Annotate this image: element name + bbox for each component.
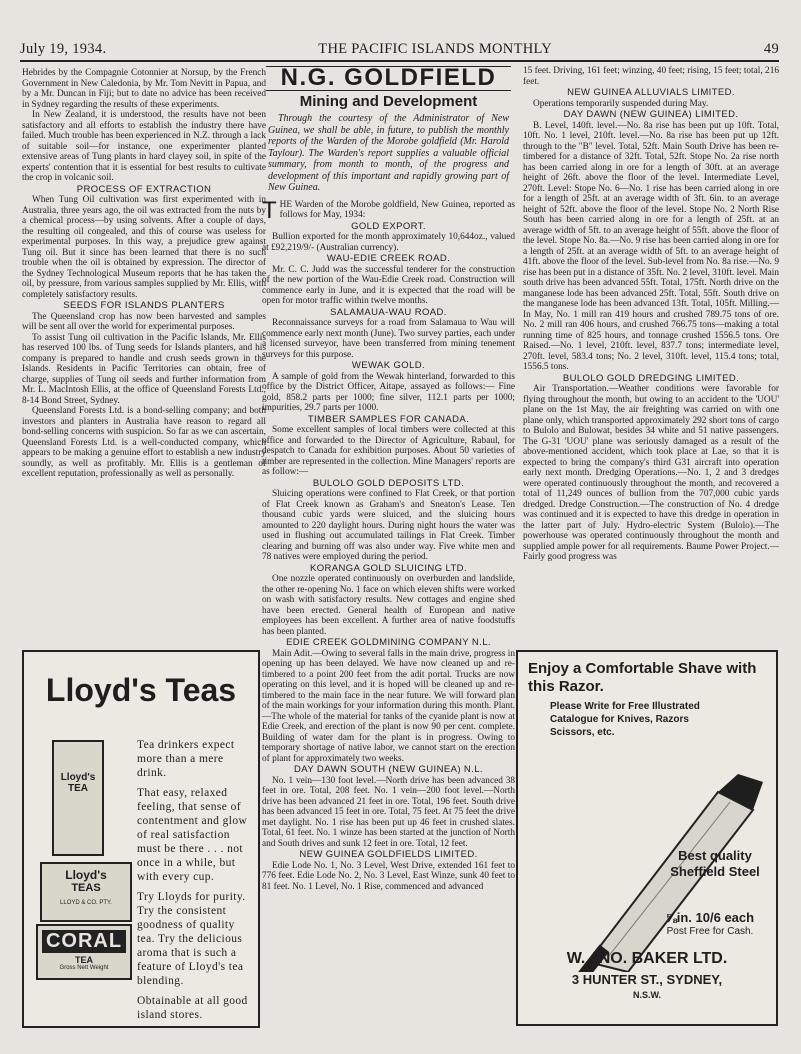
paragraph: Air Transportation.—Weather conditions were favorable for flying throughout the month, but owing to an accident to the 'UOU' plane on the 1st May, the air freighting was carried on with one plane only, which transported approximately 292 short tons of cargo to Bulolo and Bulowat, besides 34 white and 51 native passengers. The G-31 'UOU' plane was seriously damaged as a result of the above-mentioned accident, which took place at Lae, so that it is expected to bring the company's third G31 aircraft into operation early next month. Dredging Operations.—No. 1, 2 and 3 dredges were operated continuously throughout the month, and recovered a total of 11,249 ounces of bullion from the 707,000 cubic yards dredged. Dredge Construction.—The construction of No. 4 dredge was continued and it is expected to have this dredge in operation in the latter part of July. Hydro-electric System (Bulolo).—The powerhouse was operated continuously throughout the month and supplied ample power for all requirements. Baume Power Project.—Fairly good progress was xyxy=(523,384,779,562)
ad-headline: Enjoy a Comfortable Shave with this Razor. xyxy=(528,660,757,695)
ad-state: N.S.W. xyxy=(632,990,661,1000)
section-heading: TIMBER SAMPLES FOR CANADA. xyxy=(307,413,470,425)
coral-tea-packet-image xyxy=(36,924,132,980)
paragraph: Edie Lode No. 1, No. 3 Level, West Drive, extended 161 feet to 776 feet. Edie Lode No. 2, No. 3 Level, East Winze, sunk 40 feet to 81 feet. No. 1 Level, No. 1 Rise, commenced and advanced xyxy=(262,860,515,892)
section-heading: WAU-EDIE CREEK ROAD. xyxy=(326,253,451,264)
paragraph: In New Zealand, it is understood, the results have not been satisfactory and all efforts to establish the industry there have failed. Much trouble has been experienced in N.Z. through a lack of suitable soil—for instance, one experimenter planted extensive areas of Tung plants in hard clayey soil, in spite of the experts' contention that it is essential for best results to cultivate the crop in volcanic soil. xyxy=(22,110,266,183)
ad-paragraph: Try Lloyds for purity. Try the consistent goodness of quality tea. Try the delicious aroma that is such a feature of Lloyd's tea blending. xyxy=(137,891,246,987)
paragraph: A sample of gold from the Wewak hinterland, forwarded to this office by the District Officer, Aitape, assayed as follows:— Fine gold, 858.2 parts per 1000; fine silver, 112.1 parts per 1000; impurities, 29.7 parts per 1000. xyxy=(262,371,515,413)
ad-subline: Please Write for Free Illustrated Catalogue for Knives, Razors Scissors, etc. xyxy=(550,701,700,738)
paragraph: No. 1 vein—130 foot level.—North drive has been advanced 38 feet in ore. Total, 208 feet. No. 1 vein—200 foot level.—North drive has been advanced 21 feet in ore. Total, 196 feet. South drive has been advanced 15 feet in ore. Total, 75 feet. At 75 feet the drive met daylight. No. 1 rise has been put up 46 feet in crushed slates. Total, 61 feet. No. 1 winze has been started at the junction of North and South drives and sunk 12 feet in ore. Total, 12 feet. xyxy=(262,775,515,849)
packet-brand: CORAL xyxy=(42,930,126,953)
drop-cap: T xyxy=(262,196,277,224)
ad-paragraph: That easy, relaxed feeling, that sense of contentment and glow of real satisfaction must be there . . . not once in a while, but with every cup. xyxy=(137,787,248,883)
section-heading: WEWAK GOLD. xyxy=(351,360,426,371)
tea-packet-image xyxy=(52,740,104,856)
lloyds-tea-advertisement xyxy=(22,650,260,1028)
section-heading: SEEDS FOR ISLANDS PLANTERS xyxy=(63,300,225,311)
section-heading: NEW GUINEA ALLUVIALS LIMITED. xyxy=(567,87,735,98)
header-rule xyxy=(20,60,779,62)
paragraph: Operations temporarily suspended during May. xyxy=(533,98,709,109)
section-heading: DAY DAWN SOUTH (NEW GUINEA) N.L. xyxy=(294,764,483,775)
packet-label: Lloyd's TEA xyxy=(60,772,96,794)
paragraph: Sluicing operations were confined to Flat Creek, or that portion of Flat Creek known as Graham's and Sneaton's Lease. Ten thousand cubic yards were sluiced, and the sluicing hours amounted to 220 daylight hours. During night hours the water was used in flushing out accumulated tailings in Flat Creek. Timber clearing and burning off was also under way. Five white men and 78 natives were employed during the period. xyxy=(262,489,515,562)
section-heading: DAY DAWN (NEW GUINEA) LIMITED. xyxy=(563,109,739,120)
paragraph: B. Level, 140ft. level.—No. 8a rise has been put up 10ft. Total, 10ft. No. 1 level, 210ft. level.—No. 8a rise has been put up 12ft. through to the "B" level. Total, 52ft. Main South Drive has been re-timbered for a distance of 32ft. Total, 52ft. Stope No. 2a rise north has been carried along in ore for a length of 30ft. at an average height of 26ft. above the floor of the level. Intermediate Level, 270ft. Level: Stope No. 6—No. 1 rise has been carried along in ore for a length of 25ft. at an average width of 3ft. 6in. to an average height of 52ft. above the floor of the level. Stope No. 2 North Rise South has been carried along in ore for a length of 25ft. at an average width of 5ft. to an average height of 55ft. above the floor of the level. Stope No. 8a.—No. 9 rise has been carried along in ore for a length of 25ft. at an average width of 5ft. to an average height of 41ft. above the floor of the level. Sub-level from No. 8a rise.—No. 9 rise has been put in a distance of 35ft. No. 2 level, 310ft. level. Main south drive has been advanced 55ft. Total, 175ft. North drive on the manganese lode has been advanced 25ft. Total, 55ft. South drive on the manganese lode has been advanced 13ft. Total, 105ft. Milling.—In May, No. 1 mill ran 419 hours and crushed 789.75 tons of ore. No. 2 mill ran 406 hours, and crushed 766.75 tons—making a total running time of 825 hours, and tonnage crushed 1556.5 tons. Ore Raised.—No. 1 level, 210ft. level, 837.7 tons; intermediate level, 270ft. level, 583.4 tons; No. 2 level, 310ft. level, 115.4 tons; total, 1556.5 tons. xyxy=(523,120,779,372)
section-heading: BULOLO GOLD DREDGING LIMITED. xyxy=(562,372,740,384)
packet-brand: Lloyd's xyxy=(65,868,107,882)
paragraph: 15 feet. Driving, 161 feet; winzing, 40 feet; rising, 15 feet; total, 216 feet. xyxy=(523,66,779,87)
article-masthead: N.G. GOLDFIELD xyxy=(280,66,497,91)
article-subhead: Mining and Development xyxy=(299,92,478,110)
article-intro: Through the courtesy of the Administrator of New Guinea, we shall be able, in future, to publish the monthly reports of the Warden of the Morobe goldfield (Mr. Harold Taylour). The Warden's report supplies a valuable official summary, from month to month, of the progress and development of this important and rapidly growing part of New Guinea. xyxy=(268,113,509,193)
razor-advertisement xyxy=(516,650,778,1026)
paragraph: Some excellent samples of local timbers were collected at this office and forwarded to the Director of Agriculture, Rabaul, for despatch to Canada for exhibition purposes. About 50 varieties of timber are represented in the collection. Mine Managers' reports are as follow:— xyxy=(262,425,515,477)
paragraph: The Queensland crop has now been harvested and samples will be sent all over the world for experimental purposes. xyxy=(22,311,266,332)
section-heading: BULOLO GOLD DEPOSITS LTD. xyxy=(312,477,465,489)
packet-sub: TEAS xyxy=(71,882,101,894)
paragraph: Main Adit.—Owing to several falls in the main drive, progress in opening up has been delayed. We have now cleaned up and re-timbered to a point 200 feet from the adit portal. Trucks are now operating on this level, and it is hoped will be cleaned up and re-timbered to the main face in the near future. We will forward plan of the main workings for your information during this month. Plant.—The whole of the material for tanks of the cyanide plant is now at Edie Creek, and erection of the plant is now 90 per cent. complete. Building of water dam for the plant is in progress. Owing to temporary shortage of native labor, we cannot start on the erection of plant for approximately two weeks. xyxy=(262,648,515,764)
lead-paragraph xyxy=(262,196,515,224)
column-left xyxy=(22,68,266,642)
paragraph: Hebrides by the Compagnie Cotonnier at Norsup, by the French Government in New Caledonia, by Mr. Tom Nevitt in Papua, and by a Mr. Duncan in Fiji; but to date no advice has been received in Sydney regarding the results of these experiments. xyxy=(22,68,266,110)
report-sections xyxy=(523,88,779,563)
ad-firm-name: W. JNO. BAKER LTD. xyxy=(566,950,728,967)
page-number: 49 xyxy=(763,41,779,57)
tea-packet-image xyxy=(40,862,132,922)
ad-quality-note: Best quality Sheffield Steel xyxy=(670,848,760,879)
packet-sub: TEA xyxy=(75,955,93,965)
paragraph: Reconnaissance surveys for a road from Salamaua to Wau will commence early next month (June). Two survey parties, each under a licensed surveyor, have been transferred from mining tenement surveys for this purpose. xyxy=(262,318,515,360)
packet-maker: LLOYD & CO. PTY. xyxy=(60,900,112,906)
ad-paragraph: Obtainable at all good island stores. xyxy=(137,995,248,1021)
report-sections xyxy=(262,222,515,893)
ad-title: Lloyd's Teas xyxy=(45,672,237,708)
paragraph: Bullion exported for the month approximately 10,644oz., valued at £92,219/9/- (Australian currency). xyxy=(262,232,515,253)
ad-price xyxy=(658,912,762,938)
section-heading: GOLD EXPORT. xyxy=(351,220,426,232)
postage-note: Post Free for Cash. xyxy=(666,926,754,937)
lead-text: HE Warden of the Morobe goldfield, New Guinea, reported as follows for May, 1934: xyxy=(279,199,515,220)
paragraph: Queensland Forests Ltd. is a bond-selling company; and both investors and planters in Australia have reason to regard all bond-selling concerns with suspicion. So far as we can ascertain, Queensland Forests Ltd. is a well-conducted company, which appears to be making a genuine effort to establish a new industry soundly, as well as profitably. Mr. Ellis is a gentleman of excellent reputation, professionally as well as personally. xyxy=(22,406,266,479)
publication-title: THE PACIFIC ISLANDS MONTHLY xyxy=(318,41,552,57)
ad-paragraph: Tea drinkers expect more than a mere drink. xyxy=(137,739,235,779)
paragraph: Mr. C. C. Judd was the successful tenderer for the construction of the new portion of the Wau-Edie Creek road. Construction will commence early in June, and it is expected that the road will be open for motor traffic within twelve months. xyxy=(262,264,515,306)
column-right xyxy=(523,66,779,641)
section-heading: KORANGA GOLD SLUICING LTD. xyxy=(310,562,467,574)
section-heading: PROCESS OF EXTRACTION xyxy=(76,183,212,195)
price-text: ⅝in. 10/6 each xyxy=(665,910,755,925)
section-heading: SALAMAUA-WAU ROAD. xyxy=(330,306,447,318)
column-middle xyxy=(262,66,515,1046)
packet-weight: Gross Nett Weight xyxy=(59,965,109,971)
ad-address: 3 HUNTER ST., SYDNEY, xyxy=(571,972,723,987)
ad-copy xyxy=(137,738,255,1028)
section-heading: EDIE CREEK GOLDMINING COMPANY N.L. xyxy=(286,637,491,648)
paragraph: To assist Tung oil cultivation in the Pacific Islands, Mr. Ellis has reserved 100 lbs. of Tung seeds for Islands planters, and his company is prepared to handle and crush seeds grown in the Islands. Residents in Pacific Territories can obtain, free of charge, supplies of Tung oil seeds and further information from Mr. L. MacIntosh Ellis, at the office of Queensland Forests Ltd., 8-14 Bond Street, Sydney. xyxy=(22,332,266,406)
section-heading: NEW GUINEA GOLDFIELDS LIMITED. xyxy=(299,849,478,860)
page-header xyxy=(20,34,779,58)
paragraph: When Tung Oil cultivation was first experimented with in Australia, three years ago, the oil was extracted from the nuts by a chemical process—by using solvents. After a couple of days, the resulting oil congealed, and this of course was useless for experimental purposes. In this way, a prejudice grew against Tung oil. But it since has been learned that there is no such trouble when the oil is obtained by expression. The director of the Sydney Technological Museum reports that he has taken the oil, by pressure, from various samples supplied by Mr. Ellis, with completely satisfactory results. xyxy=(22,195,266,300)
paragraph: One nozzle operated continuously on overburden and landslide, the other re-opening No. 1 face on which eleven shifts were worked on wash with satisfactory results. New cottages and engine shed have been erected. General health of European and native employees has been excellent. A further area of native foodstuffs has been planted. xyxy=(262,574,515,637)
issue-date: July 19, 1934. xyxy=(20,41,107,57)
